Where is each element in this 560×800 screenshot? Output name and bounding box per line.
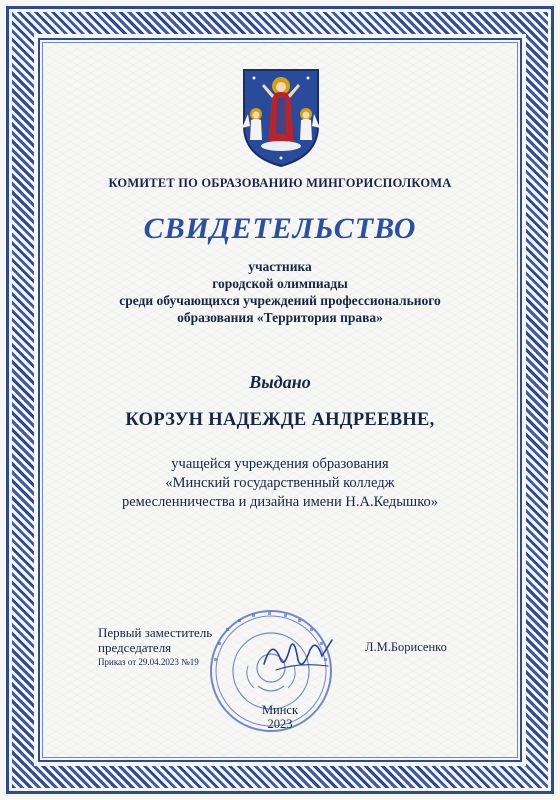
- minsk-coat-of-arms-icon: [236, 64, 326, 168]
- signer-position-line: Первый заместитель: [98, 625, 213, 640]
- subtitle-line: городской олимпиады: [212, 276, 348, 291]
- signer-position-line: председателя: [98, 640, 172, 655]
- subtitle-line: среди обучающихся учреждений профессионального: [119, 293, 441, 308]
- order-reference: Приказ от 29.04.2023 №19: [98, 657, 199, 667]
- committee-name: КОМИТЕТ ПО ОБРАЗОВАНИЮ МИНГОРИСПОЛКОМА: [108, 176, 452, 190]
- certificate-title: СВИДЕТЕЛЬСТВО: [143, 212, 417, 245]
- affiliation-line: «Минский государственный колледж: [165, 475, 395, 491]
- subtitle-line: участника: [248, 259, 312, 274]
- affiliation-line: учащейся учреждения образования: [171, 456, 389, 472]
- issue-place: Минск: [261, 703, 299, 717]
- issue-year: 2023: [267, 717, 293, 731]
- recipient-affiliation: [70, 455, 490, 512]
- issued-label: Выдано: [249, 372, 311, 392]
- recipient-name: КОРЗУН НАДЕЖДЕ АНДРЕЕВНЕ,: [125, 410, 435, 430]
- handwritten-signature-icon: [258, 630, 338, 680]
- signer-position: [98, 625, 212, 655]
- certificate-subtitle: [70, 258, 490, 326]
- affiliation-line: ремесленничества и дизайна имени Н.А.Кедышко»: [121, 494, 439, 510]
- subtitle-line: образования «Территория права»: [177, 310, 383, 325]
- signer-name: Л.М.Борисенко: [365, 640, 447, 654]
